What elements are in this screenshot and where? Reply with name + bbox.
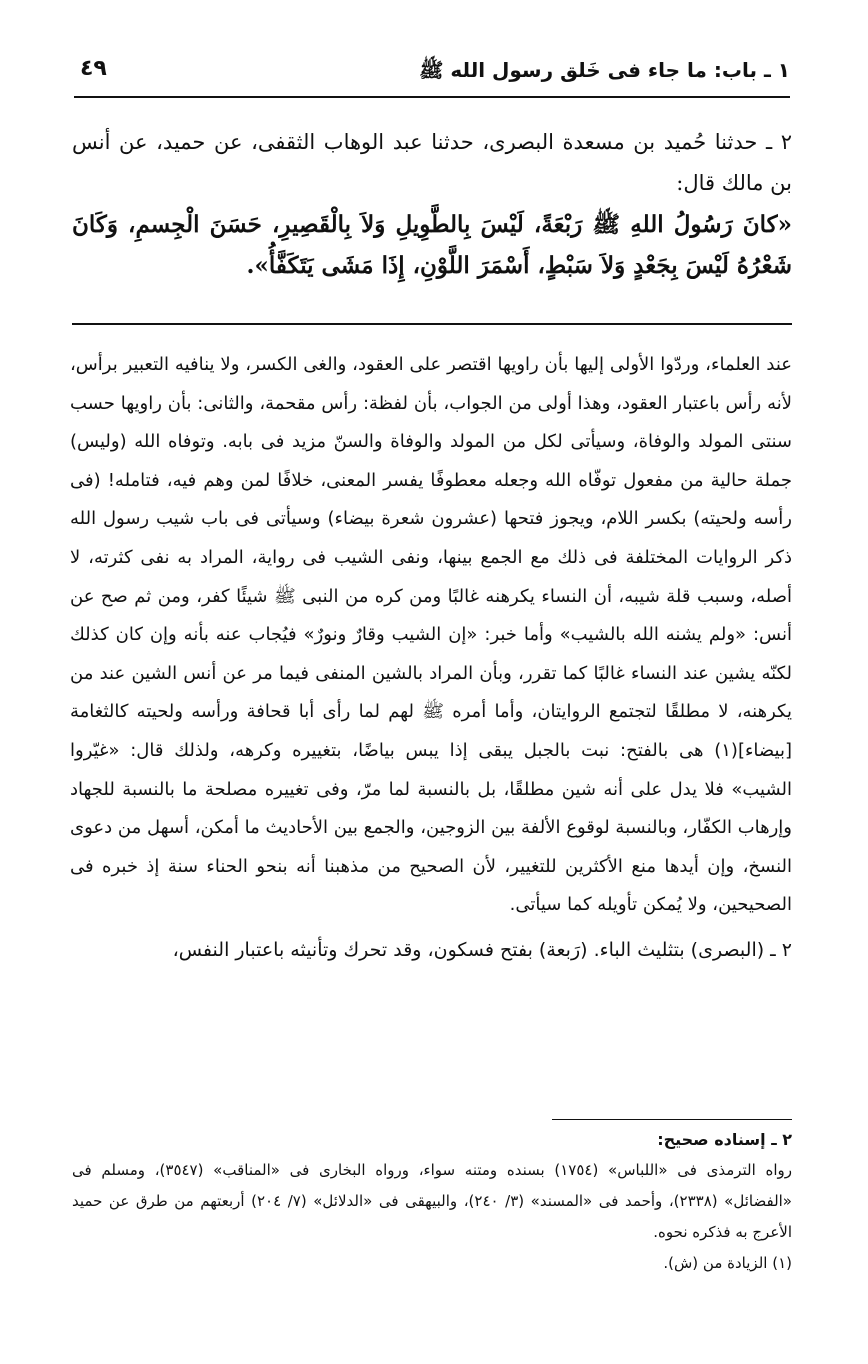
footnote-addition: (١) الزيادة من (ش). bbox=[663, 1254, 792, 1272]
hadith-isnad: ٢ ـ حدثنا حُميد بن مسعدة البصرى، حدثنا عبد الوهاب الثقفى، عن حميد، عن أنس بن مالك قال: bbox=[72, 130, 792, 195]
chapter-title: ١ ـ باب: ما جاء فى خَلق رسول الله ﷺ bbox=[419, 58, 790, 82]
footnote-source: رواه الترمذى فى «اللباس» (١٧٥٤) بسنده ومتنه سواء، ورواه البخارى فى «المناقب» (٣٥٤٧)، ومسلم فى «الفضائل» (٢٣٣٨)، وأحمد فى «المسند» (٣/ ٢٤٠)، والبيهقى فى «الدلائل» (٧/ ٢٠٤) أربعتهم من طرق عن حميد الأعرج به فذكره نحوه. bbox=[72, 1161, 793, 1241]
commentary bbox=[70, 346, 792, 970]
hadith-matn: «كانَ رَسُولُ اللهِ ﷺ رَبْعَةً، لَيْسَ بِالطَّوِيلِ وَلاَ بِالْقَصِيرِ، حَسَنَ الْجِسمِ، وَكَانَ شَعْرُهُ لَيْسَ بِجَعْدٍ وَلاَ سَبْطٍ، أَسْمَرَ اللَّوْنِ، إِذَا مَشَى يَتَكَفَّأُ». bbox=[72, 211, 792, 279]
page-header bbox=[74, 52, 790, 98]
footnote-heading: ٢ ـ إسناده صحيح: bbox=[657, 1130, 792, 1149]
footnote-divider bbox=[552, 1119, 792, 1120]
commentary-body: عند العلماء، وردّوا الأولى إليها بأن راويها اقتصر على العقود، والغى الكسر، ولا ينافيه التعبير برأس، لأنه رأس باعتبار العقود، وهذا أولى من الجواب، بأن لفظة: رأس مقحمة، والثانى: بأن راويها حسب سنتى المولد والوفاة، وسيأتى لكل من المولد والوفاة والسنّ مزيد فى بابه. وتوفاه الله (وليس) جملة حالية من مفعول توفّاه الله وجعله معطوفًا يفسر المعنى، خلافًا لمن وهم فيه، فتامله! (فى رأسه ولحيته) بكسر اللام، ويجوز فتحها (عشرون شعرة بيضاء) وسيأتى فى باب شيب رسول الله ذكر الروايات المختلفة فى ذلك مع الجمع بينها، ونفى الشيب فى رواية، المراد به نفى كثرته، لا أصله، وسبب قلة شيبه، أن النساء يكرهنه غالبًا ومن كره من النبى ﷺ شيئًا كفر، ومن ثم صح عن أنس: «ولم يشنه الله بالشيب» وأما خبر: «إن الشيب وقارٌ ونورٌ» فيُجاب عنه بأنه وإن كان كذلك لكنّه يشين عند النساء غالبًا كما تقرر، وبأن المراد بالشين المنفى فيما مر عن أنس الشين عند من يكرهنه، لا مطلقًا لتجتمع الروايتان، وأما أمره ﷺ لهم لما رأى أبا قحافة ورأسه ولحيته كالثغامة [بيضاء](١) هى بالفتح: نبت بالجبل يبقى إذا يبس بياضًا، بتغييره وكرهه، ولذلك قال: «غيّروا الشيب» فلا يدل على أنه شين مطلقًا، بل بالنسبة لما مرّ، وفى تغييره مصلحة ما بالنسبة للجهاد وإرهاب الكفّار، وبالنسبة لوقوع الألفة بين الزوجين، والجمع بين الأحاديث ما أمكن، أسهل من دعوى النسخ، وإن أيدها منع الأكثرين للتغيير، لأن الصحيح من مذهبنا أنه بنحو الحناء سنة إذ خبره فى الصحيحين، ولا يُمكن تأويله كما سيأتى. bbox=[70, 354, 792, 916]
page-number: ٤٩ bbox=[80, 56, 107, 81]
footnotes bbox=[72, 1124, 792, 1279]
section-divider bbox=[72, 323, 792, 325]
commentary-note-2: ٢ ـ (البصرى) بتثليث الباء. (رَبعة) بفتح فسكون، وقد تحرك وتأنيثه باعتبار النفس، bbox=[172, 938, 792, 961]
hadith-text bbox=[72, 122, 792, 286]
